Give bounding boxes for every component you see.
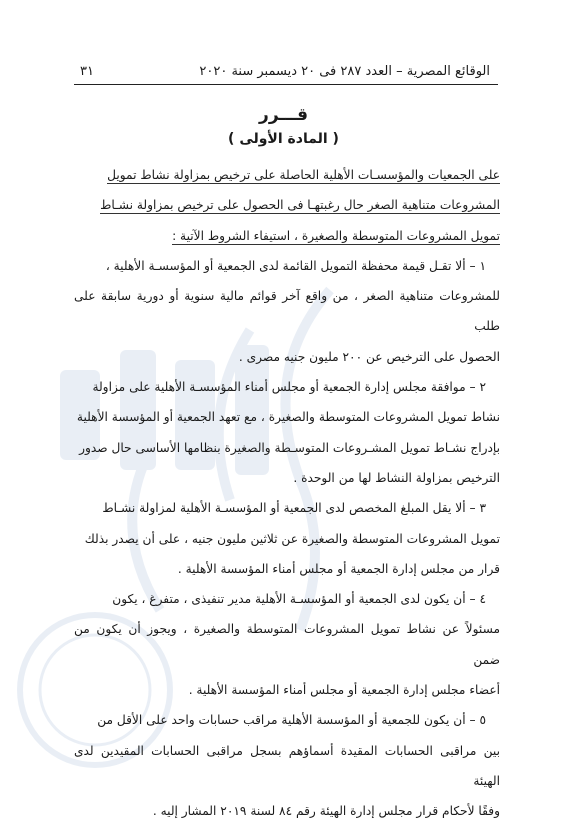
text-line: ١ – ألا تقـل قيمة محفظة التمويل القائمة لدى الجمعية أو المؤسسـة الأهلية ، — [105, 258, 486, 273]
text-line: المشروعات متناهية الصغر حال رغبتهـا فى الحصول على ترخيص بمزاولة نشـاط — [100, 198, 500, 213]
condition-2 — [74, 372, 500, 493]
condition-3 — [74, 493, 500, 584]
article-heading: ( المادة الأولى ) — [228, 131, 339, 147]
text-line: ٢ – موافقة مجلس إدارة الجمعية أو مجلس أمناء المؤسسـة الأهلية على مزاولة — [92, 380, 486, 395]
condition-4 — [74, 584, 500, 705]
text-line: تمويل المشروعات المتوسطة والصغيرة ، استيفاء الشروط الآتية : — [172, 228, 500, 243]
text-line: للمشروعات متناهية الصغر ، من واقع آخر قوائم مالية سنوية أو دورية سابقة على طلب — [74, 289, 500, 334]
condition-1 — [74, 251, 500, 372]
text-line: ٣ – ألا يقل المبلغ المخصص لدى الجمعية أو المؤسسـة الأهلية لمزاولة نشـاط — [102, 501, 486, 516]
intro-paragraph — [74, 160, 500, 251]
header-title: الوقائع المصرية – العدد ٢٨٧ فى ٢٠ ديسمبر سنة ٢٠٢٠ — [199, 64, 490, 79]
text-line: ٥ – أن يكون للجمعية أو المؤسسة الأهلية مراقب حسابات واحد على الأقل من — [97, 713, 486, 728]
decision-heading: قـــرر — [259, 105, 308, 125]
text-line: مسئولاً عن نشاط تمويل المشروعات المتوسطة والصغيرة ، ويجوز أن يكون من ضمن — [74, 622, 500, 667]
text-line: الترخيص بمزاولة النشاط لها من الوحدة . — [293, 470, 500, 485]
text-line: بين مراقبى الحسابات المقيدة أسماؤهم بسجل مراقبى الحسابات المقيدين لدى الهيئة — [74, 743, 500, 788]
page-number: ٣١ — [80, 64, 94, 79]
page-header — [74, 62, 498, 85]
text-line: وفقًا لأحكام قرار مجلس إدارة الهيئة رقم ٨٤ لسنة ٢٠١٩ المشار إليه . — [152, 804, 500, 819]
text-line: أعضاء مجلس إدارة الجمعية أو مجلس أمناء المؤسسة الأهلية . — [188, 683, 500, 698]
text-line: ٤ – أن يكون لدى الجمعية أو المؤسسـة الأهلية مدير تنفيذى ، متفرغ ، يكون — [112, 592, 486, 607]
text-line: على الجمعيات والمؤسسـات الأهلية الحاصلة على ترخيص بمزاولة نشاط تمويل — [107, 168, 500, 182]
text-line: بإدراج نشـاط تمويل المشـروعات المتوسـطة والصغيرة بنظامها الأساسى حال صدور — [79, 440, 500, 455]
text-line: قرار من مجلس إدارة الجمعية أو مجلس أمناء المؤسسة الأهلية . — [177, 561, 500, 576]
text-line: نشاط تمويل المشروعات المتوسطة والصغيرة ، مع تعهد الجمعية أو المؤسسة الأهلية — [76, 410, 500, 425]
text-line: الحصول على الترخيص عن ٢٠٠ مليون جنيه مصرى . — [238, 349, 500, 364]
document-body — [74, 160, 500, 827]
text-line: تمويل المشروعات المتوسطة والصغيرة عن ثلاثين مليون جنيه ، على أن يصدر بذلك — [84, 531, 500, 546]
condition-5 — [74, 705, 500, 826]
